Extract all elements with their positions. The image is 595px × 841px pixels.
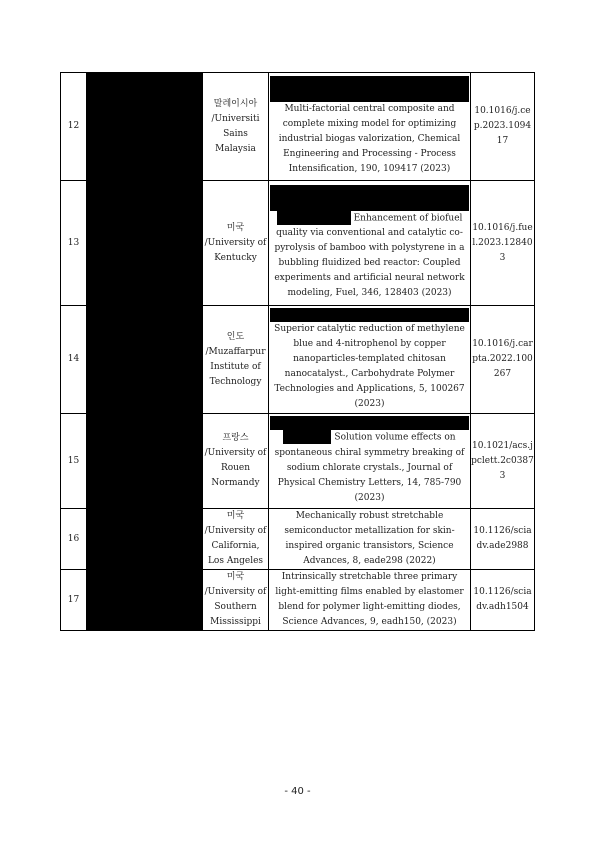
paper-title: Mechanically robust stretchable semiconductor metallization for skin-inspired organic transistors, Science Advances, 8, eade298 (2022) bbox=[284, 511, 455, 566]
doi-cell: 10.1016/j.fuel.2023.128403 bbox=[471, 181, 535, 306]
paper-title-cell bbox=[269, 509, 471, 570]
redacted-name-column bbox=[87, 73, 203, 631]
paper-title-cell bbox=[269, 73, 471, 181]
organization-cell bbox=[203, 73, 269, 181]
row-number: 16 bbox=[61, 509, 87, 570]
paper-title-cell bbox=[269, 181, 471, 306]
organization-text: 인도 /Muzaffarpur Institute of Technology bbox=[205, 331, 266, 387]
reference-table bbox=[60, 72, 535, 631]
organization-text: 미국 /University of Southern Mississippi bbox=[204, 572, 267, 627]
paper-title-cell bbox=[269, 306, 471, 414]
organization-cell bbox=[203, 306, 269, 414]
page-number: - 40 - bbox=[284, 786, 311, 797]
paper-title: Superior catalytic reduction of methylene blue and 4-nitrophenol by copper nanoparticles-templated chitosan nanocatalyst., Carbohydrate Polymer Technologies and Applications, 5, 100267 (2023) bbox=[274, 323, 465, 409]
organization-cell bbox=[203, 570, 269, 631]
row-number: 13 bbox=[61, 181, 87, 306]
table-row bbox=[61, 73, 535, 181]
doi-cell: 10.1126/sciadv.adh1504 bbox=[471, 570, 535, 631]
row-number: 17 bbox=[61, 570, 87, 631]
organization-cell bbox=[203, 509, 269, 570]
redacted-authors bbox=[270, 308, 469, 322]
redacted-authors bbox=[270, 185, 469, 211]
redacted-authors bbox=[270, 76, 469, 102]
paper-title-cell bbox=[269, 570, 471, 631]
redacted-authors-inline bbox=[277, 211, 351, 225]
row-number: 12 bbox=[61, 73, 87, 181]
row-number: 14 bbox=[61, 306, 87, 414]
doi-cell: 10.1016/j.cep.2023.109417 bbox=[471, 73, 535, 181]
organization-cell bbox=[203, 181, 269, 306]
paper-title: Solution volume effects on spontaneous chiral symmetry breaking of sodium chlorate crystals., Journal of Physical Chemistry Letters, 14, 785-790 (2023) bbox=[274, 432, 465, 503]
paper-title: Multi-factorial central composite and complete mixing model for optimizing industrial biogas valorization, Chemical Engineering and Processing - Process Intensification, 190, 109417 (2023) bbox=[278, 104, 461, 174]
redacted-authors-inline bbox=[283, 430, 331, 444]
paper-title: Intrinsically stretchable three primary light-emitting films enabled by elastomer blend for polymer light-emitting diodes, Science Advances, 9, eadh150, (2023) bbox=[275, 572, 464, 627]
row-number: 15 bbox=[61, 414, 87, 509]
paper-title-cell bbox=[269, 414, 471, 509]
organization-cell bbox=[203, 414, 269, 509]
redacted-authors bbox=[270, 416, 469, 430]
organization-text: 미국 /University of California, Los Angeles bbox=[204, 511, 267, 566]
organization-text: 말레이시아 /Universiti Sains Malaysia bbox=[211, 98, 260, 154]
doi-cell: 10.1021/acs.jpclett.2c03873 bbox=[471, 414, 535, 509]
paper-title: Enhancement of biofuel quality via conventional and catalytic co-pyrolysis of bamboo with polystyrene in a bubbling fluidized bed reactor: Coupled experiments and artificial neural network modeling, Fuel, 346, 128403 (2023) bbox=[274, 213, 465, 299]
doi-cell: 10.1126/sciadv.ade2988 bbox=[471, 509, 535, 570]
organization-text: 프랑스 /University of Rouen Normandy bbox=[204, 433, 267, 488]
doi-cell: 10.1016/j.carpta.2022.100267 bbox=[471, 306, 535, 414]
organization-text: 미국 /University of Kentucky bbox=[204, 222, 267, 263]
